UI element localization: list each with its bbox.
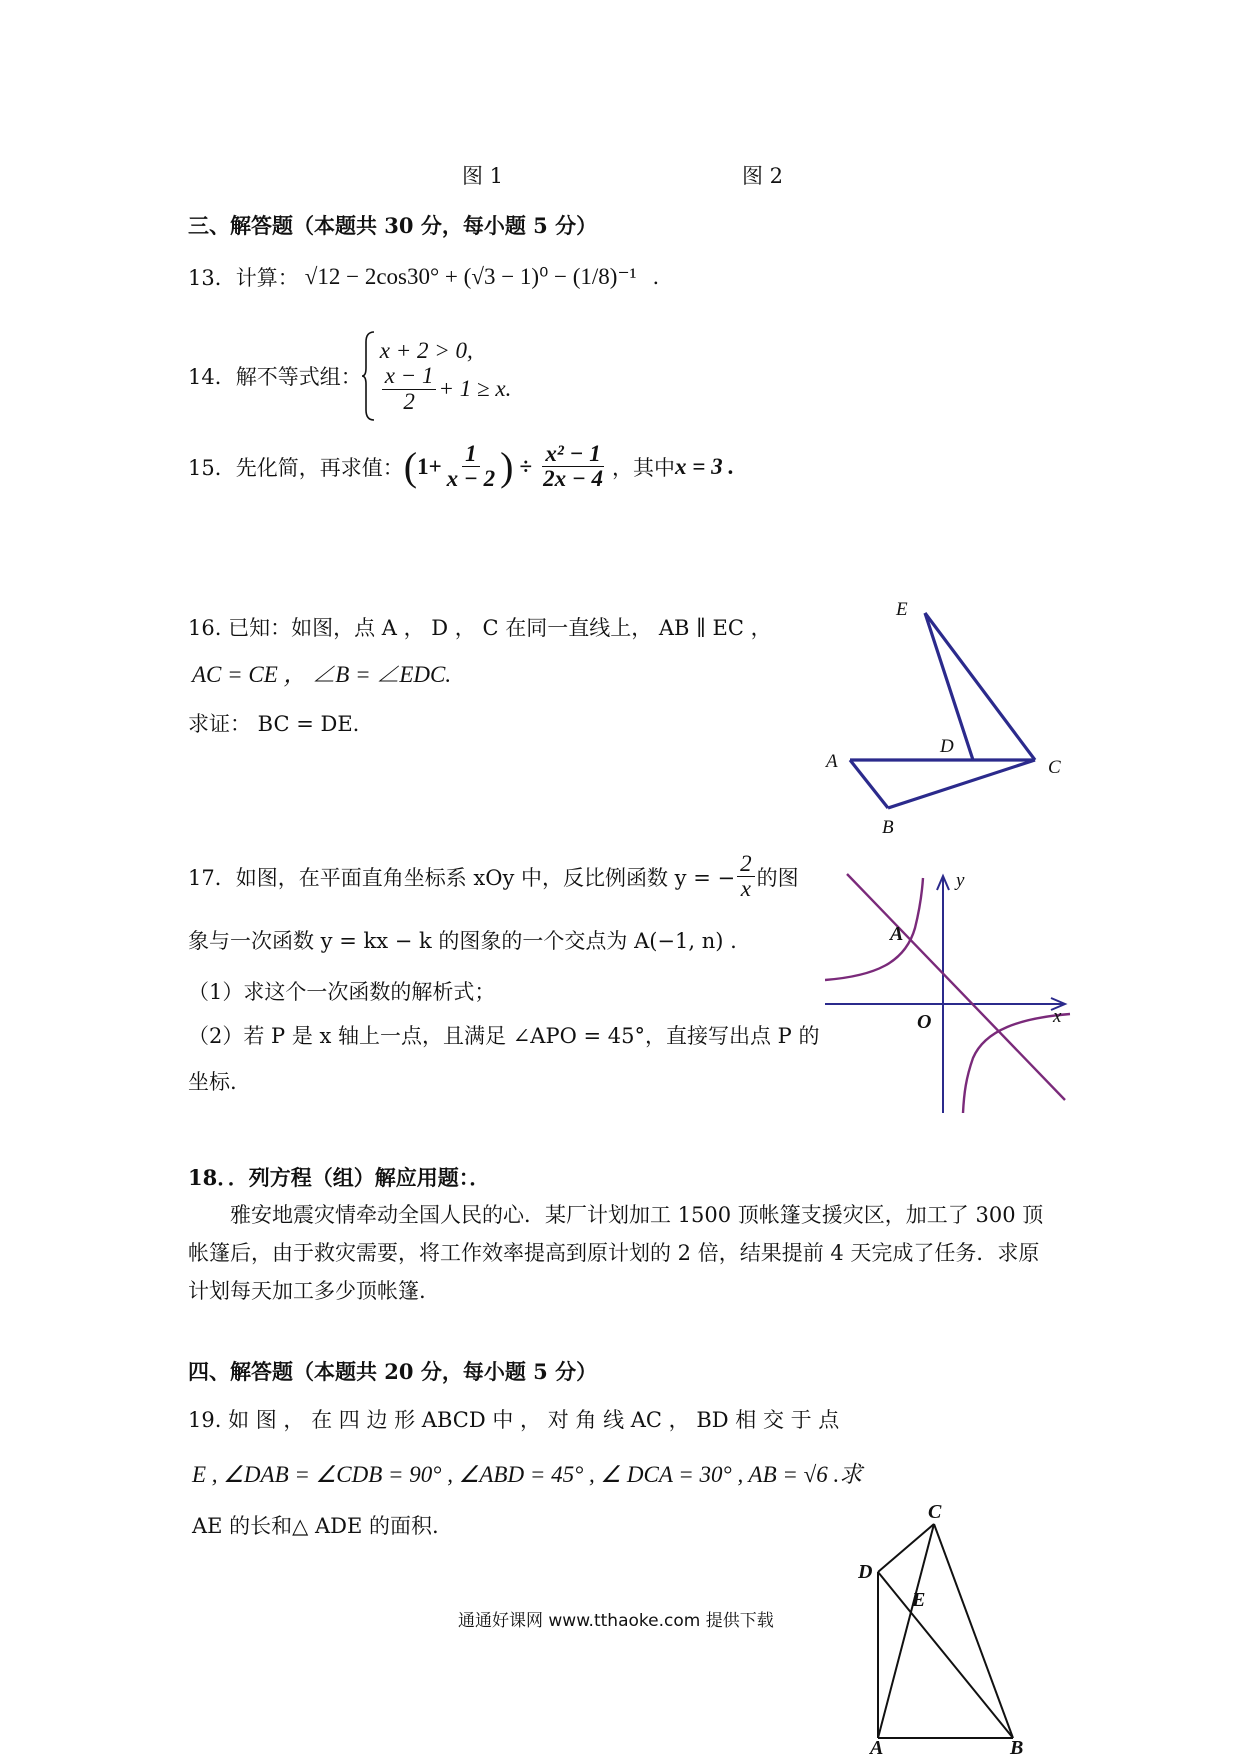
question-14	[188, 330, 511, 422]
label-E: E	[896, 599, 908, 620]
segment-BC	[888, 760, 1035, 808]
section-4-title: 四、解答题（本题共 20 分，每小题 5 分）	[188, 1359, 598, 1384]
q17-frac-denominator: x	[740, 876, 751, 902]
figure-caption-1: 图 1	[462, 164, 504, 188]
hyperbola-branch-left	[825, 878, 923, 980]
q14-line-1: x + 2 > 0,	[379, 338, 473, 364]
q17-line-1-b: 的图	[756, 865, 799, 890]
q17-figure	[825, 868, 1075, 1118]
q14-number: 14．解不等式组：	[188, 365, 362, 389]
label-A: A	[870, 1737, 884, 1754]
q15-value: x = 3 .	[675, 453, 735, 479]
q16-line-3: 求证： BC = DE.	[188, 712, 360, 736]
q15-number: 15．先化简，再求值：	[188, 455, 404, 480]
label-A: A	[890, 923, 904, 945]
q16-line-2: AC = CE ， ∠B = ∠EDC.	[192, 662, 452, 687]
left-brace-icon	[362, 330, 376, 422]
label-E: E	[912, 1589, 926, 1611]
q14-frac-numerator: x − 1	[382, 364, 437, 389]
q17-line-2: 象与一次函数 y = kx − k 的图象的一个交点为 A(−1, n) .	[188, 929, 737, 953]
footer-text: 通通好课网 www.tthaoke.com 提供下载	[458, 1611, 774, 1631]
q19-figure	[858, 1500, 1048, 1754]
q19-line-2: E , ∠DAB = ∠CDB = 90° , ∠ABD = 45° , ∠ DCA = 30° , AB = √6 .求	[192, 1462, 863, 1487]
label-C: C	[928, 1501, 942, 1523]
q18-line-1: 雅安地震灾情牵动全国人民的心．某厂计划加工 1500 顶帐篷支援灾区，加工了 300 顶	[230, 1203, 1044, 1227]
label-B: B	[882, 817, 894, 838]
q15-frac1-denominator: x − 2	[446, 466, 496, 492]
q15-expression: ( 1+ $\frac{1}{x - 2}$ ) ÷ $\frac{\text{x² − 1}}{2x - 4}$	[404, 442, 608, 491]
segment-DB	[878, 1572, 1013, 1738]
q17-part-1: （1）求这个一次函数的解析式；	[188, 980, 496, 1004]
segment-CB	[934, 1524, 1013, 1738]
label-C: C	[1048, 757, 1061, 778]
label-D: D	[940, 736, 954, 757]
q18-line-3: 计划每天加工多少顶帐篷.	[188, 1279, 426, 1303]
q14-line-2-rest: + 1 ≥ x.	[438, 376, 512, 401]
q15-frac2-numerator: x² − 1	[542, 442, 603, 467]
segment-DC	[878, 1524, 934, 1572]
segment-AB	[850, 760, 888, 808]
q18-title: 18．．列方程（组）解应用题：．	[188, 1165, 491, 1190]
section-3-title: 三、解答题（本题共 30 分，每小题 5 分）	[188, 213, 598, 238]
q19-line-1: 19. 如 图 ， 在 四 边 形 ABCD 中 ， 对 角 线 AC ， BD 相 交 于 点	[188, 1408, 840, 1432]
q13-expression: √12 − 2cos30° + (√3 − 1)⁰ − (1/8)⁻¹	[304, 264, 637, 289]
q17-line-1	[188, 852, 799, 901]
hyperbola-branch-right	[963, 1014, 1070, 1113]
q13-tail: .	[652, 265, 660, 289]
q18-line-2: 帐篷后，由于救灾需要，将工作效率提高到原计划的 2 倍，结果提前 4 天完成了任务．求原	[188, 1241, 1040, 1265]
q14-frac-denominator: 2	[403, 388, 415, 414]
q17-part-2: （2）若 P 是 x 轴上一点，且满足 ∠APO = 45°，直接写出点 P 的	[188, 1024, 820, 1048]
label-O: O	[917, 1011, 932, 1033]
linear-function-line	[847, 874, 1065, 1100]
q14-system	[380, 338, 512, 413]
q15-frac1-numerator: 1	[462, 442, 480, 467]
q16-line-1: 16. 已知：如图，点 A ， D ， C 在同一直线上， AB ∥ EC ，	[188, 616, 772, 640]
q16-figure	[820, 595, 1080, 840]
q13-number: 13．计算：	[188, 266, 299, 290]
label-A: A	[826, 751, 838, 772]
q14-line-2	[380, 364, 512, 413]
q15-condition: ，其中	[612, 455, 675, 480]
question-15	[188, 442, 734, 491]
q17-line-1-a: 17．如图，在平面直角坐标系 xOy 中，反比例函数 y = −	[188, 865, 736, 890]
q17-part-2-continued: 坐标.	[188, 1070, 237, 1094]
q19-line-3: AE 的长和△ ADE 的面积.	[192, 1514, 439, 1538]
figure-caption-2: 图 2	[742, 164, 784, 188]
label-B: B	[1010, 1737, 1024, 1754]
label-D: D	[858, 1561, 873, 1583]
label-y: y	[956, 870, 965, 891]
label-x: x	[1053, 1006, 1062, 1027]
q17-frac-numerator: 2	[737, 852, 755, 877]
q15-frac2-denominator: 2x − 4	[543, 466, 603, 492]
question-13	[188, 262, 659, 292]
